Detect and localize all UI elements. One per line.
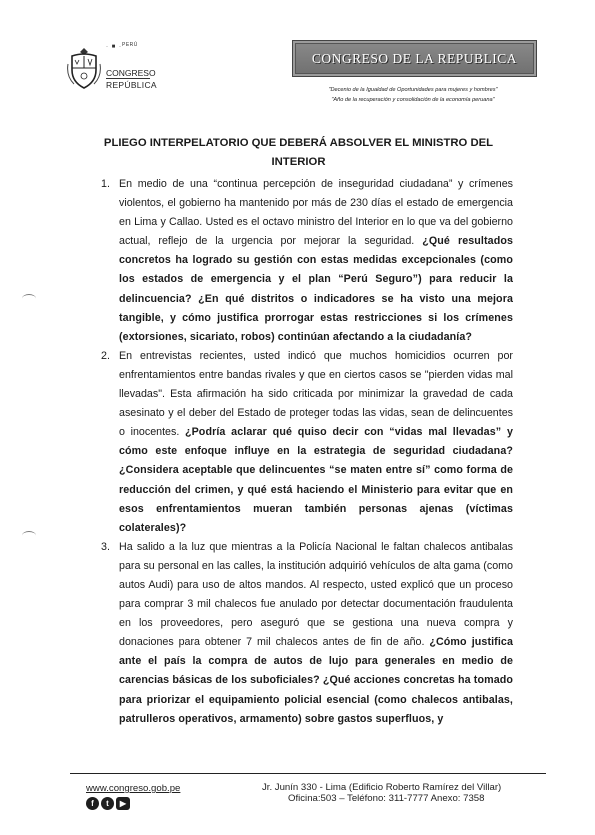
- facebook-icon[interactable]: f: [86, 797, 99, 810]
- footer-divider: [70, 773, 546, 774]
- question-item-3: [101, 538, 513, 729]
- congreso-logo: [66, 42, 156, 94]
- item-context: En entrevistas recientes, usted indicó que muchos homicidios ocurren por enfrentamientos entre bandas rivales y que en ciertos casos se "pierden vidas mal llevadas". Esta afirmación ha sido criticada por minimizar la gravedad de cada asesinato y el deber del Estado de proteger todas las vidas, sean de delincuentes o inocentes.: [119, 349, 513, 439]
- address-line-1: Jr. Junín 330 - Lima (Edificio Roberto Ramírez del Villar): [262, 782, 502, 793]
- twitter-icon[interactable]: t: [101, 797, 114, 810]
- logo-ornament: · ■ ·: [106, 44, 122, 50]
- item-number: 1.: [101, 178, 110, 190]
- logo-divider: [106, 78, 150, 79]
- question-list: [101, 175, 513, 729]
- question-item-2: [101, 347, 513, 538]
- banner-title: CONGRESO DE LA REPUBLICA: [311, 50, 518, 66]
- logo-name-line1: CONGRESO: [106, 68, 156, 78]
- logo-name-line2: REPÚBLICA: [106, 80, 157, 90]
- item-question: ¿Cómo justifica ante el país la compra de autos de lujo para generales en medio de carencias básicas de los suboficiales? ¿Qué acciones concretas ha tomado para priorizar el equipamiento policial esencial (como chalecos antibalas, patrulleros operativos, armamento) sobre gastos superfluos, y: [119, 636, 513, 725]
- title-line-1: PLIEGO INTERPELATORIO QUE DEBERÁ ABSOLVER EL MINISTRO DEL: [103, 137, 494, 149]
- social-icons: [86, 797, 130, 810]
- item-context: En medio de una “continua percepción de inseguridad ciudadana” y crímenes violentos, el gobierno ha mantenido por más de 230 días el estado de emergencia en Lima y Callao. Usted es el octavo ministro del Interior en lo que va del gobierno actual, reflejo de la urgencia por mejorar la seguridad.: [119, 178, 513, 248]
- item-context: Ha salido a la luz que mientras a la Policía Nacional le faltan chalecos antibalas para su personal en las calles, la institución adquirió vehículos de alta gama (como autos Audi) para uso de altos mandos. Al respecto, usted explicó que un proceso para comprar 3 mil chalecos fue anulado por detectar documentación fraudulenta en los proveedores, pero aseguró que se gestiona una nueva compra y donaciones para obtener 7 mil chalecos antes de fin de año.: [119, 540, 513, 649]
- question-item-1: [101, 175, 513, 347]
- website-link[interactable]: www.congreso.gob.pe: [86, 783, 181, 794]
- national-shield-icon: [66, 46, 102, 90]
- title-line-2: INTERIOR: [271, 156, 326, 168]
- item-question: ¿Podría aclarar qué quiso decir con “vidas mal llevadas” y cómo este enfoque influye en la estrategia de seguridad ciudadana? ¿Considera aceptable que delincuentes “se maten entre sí” como forma de reducción del crimen, y qué está haciendo el Ministerio para evitar que en esos enfrentamientos mueran también personas ajenas (víctimas colaterales)?: [119, 426, 513, 534]
- address-line-2: Oficina:503 – Teléfono: 311-7777 Anexo: 7358: [288, 793, 485, 804]
- item-number: 2.: [101, 349, 110, 362]
- item-number: 3.: [101, 540, 110, 553]
- document-title: [86, 134, 511, 172]
- logo-peru-label: PERÚ: [122, 42, 138, 48]
- scan-mark: [22, 531, 36, 540]
- congreso-banner: [292, 40, 537, 77]
- item-question: ¿Qué resultados concretos ha logrado su gestión con estas medidas excepcionales (como los estados de emergencia y el plan “Perú Seguro”) para reducir la delincuencia? ¿En qué distritos o indicadores se ha visto una mejora tangible, y cómo justifica prorrogar estas restricciones si los crímenes (extorsiones, sicariato, robos) continúan afectando a la ciudadanía?: [119, 235, 513, 343]
- decenio-line-2: "Año de la recuperación y consolidación de la economía peruana": [331, 97, 495, 103]
- youtube-icon[interactable]: ▶: [116, 797, 130, 810]
- scan-mark: [22, 294, 36, 303]
- decenio-line-1: "Decenio de la Igualdad de Oportunidades para mujeres y hombres": [328, 87, 498, 93]
